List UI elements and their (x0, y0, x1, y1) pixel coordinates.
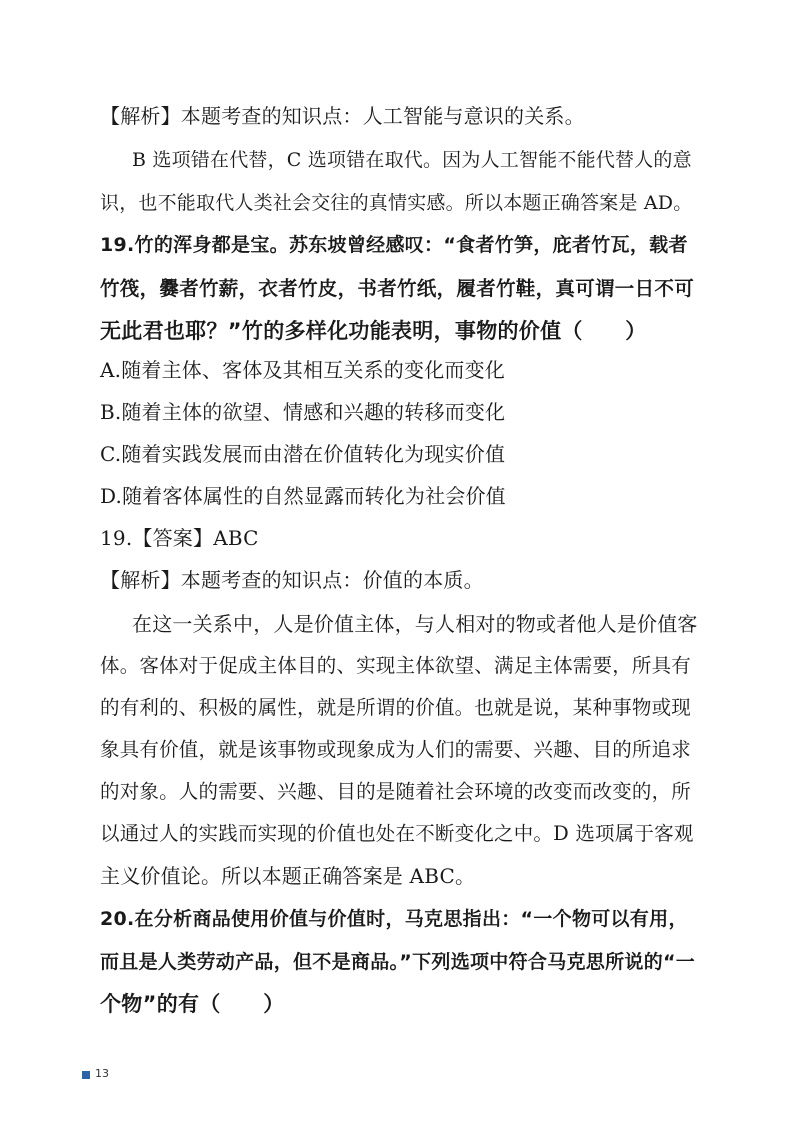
question-19-option-d: D.随着客体属性的自然显露而转化为社会价值 (100, 484, 506, 508)
page-number-marker (82, 1071, 90, 1079)
answer-19: 19.【答案】ABC (100, 526, 259, 550)
analysis-19-body-line-4: 象具有价值，就是该事物或现象成为人们的需要、兴趣、目的所追求 (100, 738, 692, 761)
question-20-line-1: 20.在分析商品使用价值与价值时，马克思指出：“一个物可以有用， (100, 908, 688, 930)
analysis-18-body-line-1: B 选项错在代替，C 选项错在取代。因为人工智能不能代替人的意 (132, 149, 692, 171)
question-19-line-1: 19.竹的浑身都是宝。苏东坡曾经感叹：“食者竹笋，庇者竹瓦，载者 (100, 234, 688, 256)
analysis-19-body-line-5: 的对象。人的需要、兴趣、目的是随着社会环境的改变而改变的，所 (100, 780, 692, 803)
question-20-line-2: 而且是人类劳动产品，但不是商品。”下列选项中符合马克思所说的“一 (100, 951, 696, 973)
analysis-19-body-line-7: 主义价值论。所以本题正确答案是 ABC。 (100, 864, 476, 888)
question-19-line-3: 无此君也耶？”竹的多样化功能表明，事物的价值（ ） (100, 319, 647, 343)
analysis-19-body-line-3: 的有利的、积极的属性，就是所谓的价值。也就是说，某种事物或现 (100, 696, 692, 719)
page-number: 13 (95, 1067, 109, 1080)
analysis-18-heading: 【解析】本题考查的知识点：人工智能与意识的关系。 (100, 104, 585, 128)
question-20-line-3: 个物”的有（ ） (100, 992, 285, 1016)
question-19-option-a: A.随着主体、客体及其相互关系的变化而变化 (100, 358, 506, 382)
analysis-19-heading: 【解析】本题考查的知识点：价值的本质。 (100, 568, 484, 592)
question-19-line-2: 竹筏，爨者竹薪，衣者竹皮，书者竹纸，履者竹鞋，真可谓一日不可 (100, 277, 695, 300)
analysis-19-body-line-6: 以通过人的实践而实现的价值也处在不断变化之中。D 选项属于客观 (100, 822, 694, 845)
analysis-19-body-line-2: 体。客体对于促成主体目的、实现主体欲望、满足主体需要，所具有 (100, 654, 692, 677)
question-19-option-c: C.随着实践发展而由潜在价值转化为现实价值 (100, 442, 506, 466)
analysis-19-body-line-1: 在这一关系中，人是价值主体，与人相对的物或者他人是价值客 (132, 612, 698, 636)
analysis-18-body-line-2: 识，也不能取代人类社会交往的真情实感。所以本题正确答案是 AD。 (100, 192, 693, 214)
question-19-option-b: B.随着主体的欲望、情感和兴趣的转移而变化 (100, 400, 506, 424)
